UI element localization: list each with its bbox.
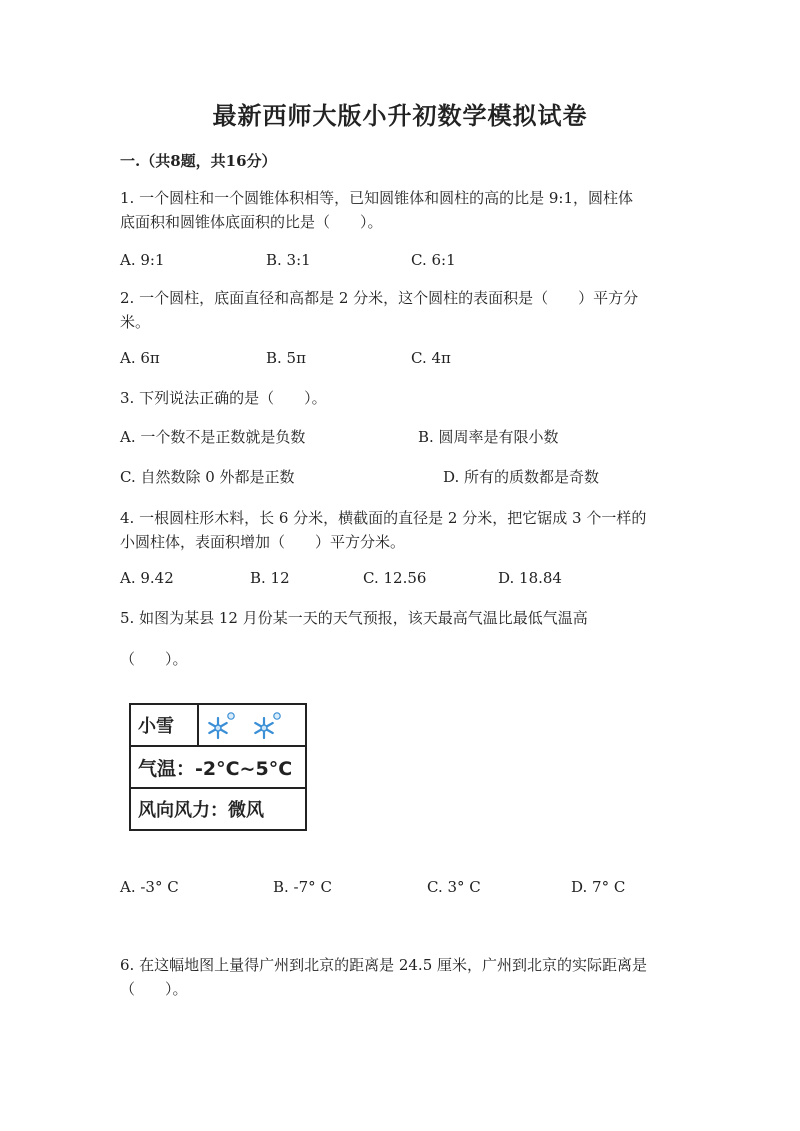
- question-3-line-1: 3. 下列说法正确的是（ ）。: [120, 389, 327, 407]
- question-3: [120, 386, 680, 410]
- question-3-option-c: C. 自然数除 0 外都是正数: [120, 468, 295, 486]
- question-5: [120, 606, 680, 671]
- page-title: 最新西师大版小升初数学模拟试卷: [212, 101, 588, 130]
- question-2-line-2: 米。: [120, 313, 151, 331]
- question-2-line-1: 2. 一个圆柱，底面直径和高都是 2 分米，这个圆柱的表面积是（ ）平方分: [120, 289, 639, 307]
- question-1-option-a: A. 9:1: [120, 251, 165, 269]
- question-1-option-b: B. 3:1: [266, 251, 311, 269]
- question-4-option-b: B. 12: [250, 569, 290, 587]
- question-2-option-b: B. 5π: [266, 349, 306, 367]
- question-5-option-d: D. 7° C: [571, 878, 626, 896]
- weather-temperature: 气温：-2°C~5°C: [138, 757, 293, 780]
- question-4-option-c: C. 12.56: [363, 569, 427, 587]
- question-4-line-1: 4. 一根圆柱形木料，长 6 分米，横截面的直径是 2 分米，把它锯成 3 个一样的: [120, 509, 647, 527]
- question-2: [120, 286, 680, 334]
- section-heading: 一.（共8题，共16分）: [120, 152, 277, 170]
- snowflake-icon: [250, 710, 284, 742]
- question-1-option-c: C. 6:1: [411, 251, 456, 269]
- question-1-line-2: 底面积和圆锥体底面积的比是（ ）。: [120, 213, 383, 231]
- question-2-option-c: C. 4π: [411, 349, 451, 367]
- question-5-option-c: C. 3° C: [427, 878, 481, 896]
- question-3-option-a: A. 一个数不是正数就是负数: [120, 428, 306, 446]
- question-4: [120, 506, 680, 554]
- question-5-line-1: 5. 如图为某县 12 月份某一天的天气预报，该天最高气温比最低气温高: [120, 609, 588, 627]
- weather-row-condition: [131, 705, 305, 747]
- weather-wind: 风向风力：微风: [138, 800, 264, 821]
- question-4-line-2: 小圆柱体，表面积增加（ ）平方分米。: [120, 533, 406, 551]
- question-3-option-d: D. 所有的质数都是奇数: [443, 468, 600, 486]
- weather-condition-label: 小雪: [138, 716, 174, 737]
- question-5-option-a: A. -3° C: [120, 878, 179, 896]
- snowflake-icon: [204, 710, 238, 742]
- question-6-line-2: （ ）。: [120, 980, 188, 998]
- weather-row-temperature: [131, 747, 305, 789]
- question-5-option-b: B. -7° C: [273, 878, 332, 896]
- weather-row-wind: [131, 789, 305, 829]
- question-3-option-b: B. 圆周率是有限小数: [418, 428, 559, 446]
- question-1-line-1: 1. 一个圆柱和一个圆锥体积相等，已知圆锥体和圆柱的高的比是 9:1，圆柱体: [120, 189, 633, 207]
- weather-forecast-figure: [129, 703, 307, 831]
- question-2-option-a: A. 6π: [120, 349, 160, 367]
- weather-divider: [197, 705, 199, 745]
- question-6-line-1: 6. 在这幅地图上量得广州到北京的距离是 24.5 厘米，广州到北京的实际距离是: [120, 956, 648, 974]
- question-4-option-d: D. 18.84: [498, 569, 562, 587]
- question-5-line-2: （ ）。: [120, 650, 188, 668]
- question-1: [120, 186, 680, 234]
- question-6: [120, 953, 700, 1001]
- question-4-option-a: A. 9.42: [120, 569, 174, 587]
